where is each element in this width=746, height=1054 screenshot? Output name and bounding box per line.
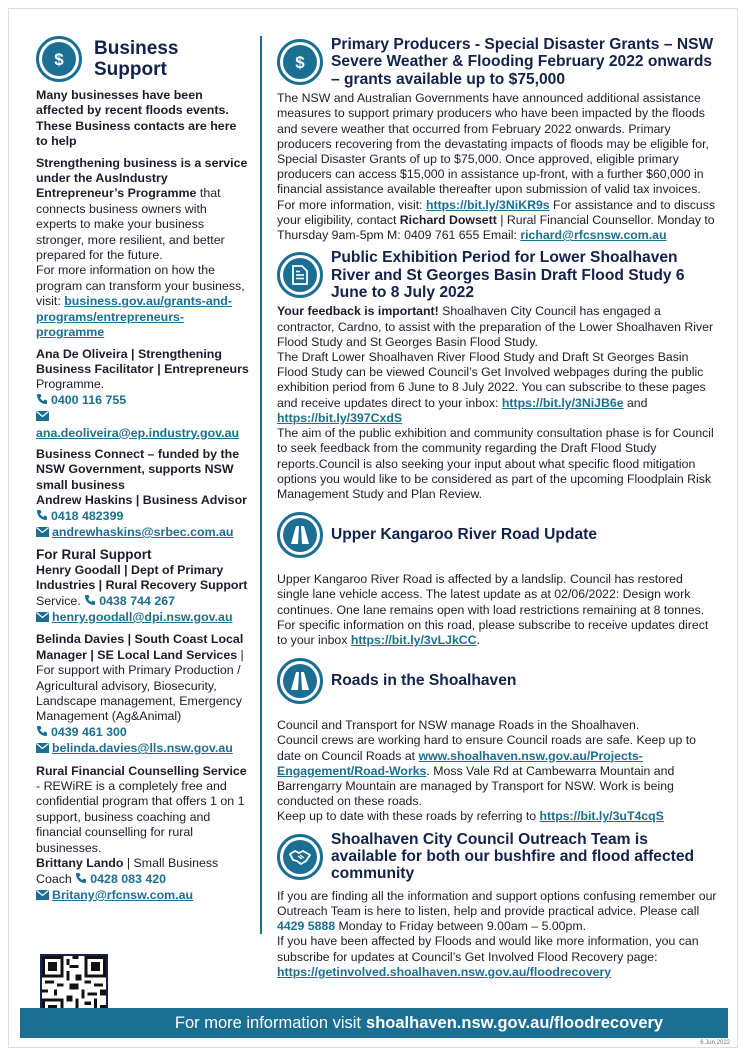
outreach-body	[277, 889, 717, 980]
print-date: 6 Jun 2022	[700, 1040, 730, 1046]
exhibition-p1-text: Shoalhaven City Council has engaged a contractor, Cardno, to assist with the preparation of the Lower Shoalhaven River Flood Study and St Georges Basin Flood Study.	[277, 304, 714, 349]
dollar-icon	[36, 36, 82, 82]
brittany-phone[interactable]: 0428 083 420	[90, 871, 167, 886]
roads-p1: Council and Transport for NSW manage Roads in the Shoalhaven.	[277, 718, 640, 733]
henry-email[interactable]: henry.goodall@dpi.nsw.gov.au	[52, 610, 233, 624]
business-gov-link[interactable]: business.gov.au/grants-and-programs/entrepreneurs-programme	[36, 294, 232, 340]
exhibition-lead: Your feedback is important!	[277, 304, 439, 319]
business-connect-heading: Business Connect – funded by the NSW Government, supports NSW small business	[36, 446, 240, 492]
exhibition-link-1[interactable]: https://bit.ly/3NiJB6e	[501, 395, 624, 410]
outreach-link[interactable]: https://getinvolved.shoalhaven.nsw.gov.au/floodrecovery	[277, 964, 612, 979]
outreach-p1-text: If you are finding all the information and support options confusing remember our Outreach Team is here to listen, help and provide practical advice. Please call	[277, 888, 717, 918]
business-support-header	[36, 36, 250, 82]
contact-ana	[36, 347, 250, 441]
henry-role: Service.	[36, 593, 85, 608]
exhibition-p1	[277, 304, 717, 350]
outreach-p1b-text: Monday to Friday between 9.00am – 5.00pm.	[335, 919, 587, 934]
footer-text: For more information visit	[174, 1013, 362, 1032]
roads-p2b-text: . Moss Vale Rd at Cambewarra Mountain and Barrengarry Mountain are managed by Transport for NSW. Work is being conducted on these roads.	[277, 763, 675, 809]
kangaroo-text: Upper Kangaroo River Road is affected by a landslip. Council has restored single lane vehicle access. The latest update as at 02/06/2022: Design work continues. One lane remains open with load restrictions remaining at 8 tonnes. For specific information on this road, please subscribe to receive updates direct to your inbox	[277, 572, 709, 647]
grants-contact-text: | Rural Financial Counsellor. Monday to Thursday 9am-5pm M: 0409 761 655 Email:	[277, 212, 715, 243]
strengthening-paragraph	[36, 156, 250, 341]
exhibition-p2	[277, 350, 717, 426]
roads-link-1[interactable]: www.shoalhaven.nsw.gov.au/Projects-Engagement/Road-Works	[277, 748, 643, 778]
grants-email[interactable]: richard@rfcsnsw.com.au	[520, 228, 667, 243]
brittany-email[interactable]: Britany@rfcnsw.com.au	[52, 887, 194, 902]
svg-text:$: $	[54, 50, 64, 69]
business-support-title: Business Support	[94, 38, 179, 80]
svg-text:$: $	[295, 53, 305, 73]
grants-body	[277, 91, 717, 243]
grants-after-link: For assistance and to discuss your eligibility, contact	[277, 197, 716, 227]
email-icon	[36, 410, 49, 425]
footer-link[interactable]: shoalhaven.nsw.gov.au/floodrecovery	[366, 1013, 664, 1032]
outreach-p1	[277, 889, 717, 935]
brittany-name: Brittany Lando	[36, 856, 124, 871]
handshake-icon	[277, 834, 323, 880]
phone-icon	[84, 594, 96, 610]
exhibition-p2-text: The Draft Lower Shoalhaven River Flood Study and Draft St Georges Basin Flood Study can be viewed Council’s Get Involved webpages during the public exhibition period from 6 June to 8 July 2022. You can subscribe to these pages and receive updates direct to your inbox:	[277, 350, 706, 410]
contact-rfc	[36, 764, 250, 905]
ana-role: Programme.	[36, 377, 105, 392]
exhibition-link-2[interactable]: https://bit.ly/397CxdS	[277, 410, 403, 425]
henry-phone[interactable]: 0438 744 267	[99, 593, 175, 608]
email-icon	[36, 526, 49, 541]
phone-icon	[36, 725, 48, 741]
grants-link[interactable]: https://bit.ly/3NiKR9s	[425, 197, 550, 212]
roads-p3-text: Keep up to date with these roads by referring to	[277, 809, 540, 824]
rfc-text: - REWiRE is a completely free and confidential program that offers 1 on 1 support, business coaching and financial counselling for rural businesses.	[36, 779, 245, 855]
road-icon	[277, 512, 323, 558]
roads-p2-text: Council crews are working hard to ensure Council roads are safe. Keep up to date on Council Roads at	[277, 733, 697, 763]
outreach-title: Shoalhaven City Council Outreach Team is available for both our bushfire and flood affected community	[331, 830, 695, 883]
kangaroo-end: .	[476, 632, 480, 647]
grants-contact-name: Richard Dowsett	[399, 212, 497, 227]
belinda-email[interactable]: belinda.davies@lls.nsw.gov.au	[52, 741, 233, 756]
grants-text: The NSW and Australian Governments have announced additional assistance measures to support primary producers who have been impacted by the floods and severe weather that occurred from February 2022 onwards. Primary producers recovering from the devastating impacts of floods may be eligible for, Special Disaster Grants of up to $75,000. Once approved, eligible primary producers can access $15,000 in assistance up-front, with a further $60,000 in financial assistance available thereafter upon submission of valid tax invoices. For more information, visit:	[277, 91, 709, 212]
outreach-header	[277, 831, 717, 883]
belinda-role: | For support with Primary Production / Agricultural advisory, Biosecurity, Landscape management, Emergency Management (Ag&Animal)	[36, 647, 244, 724]
roads-link-2[interactable]: https://bit.ly/3uT4cqS	[539, 809, 664, 824]
exhibition-title: Public Exhibition Period for Lower Shoalhaven River and St Georges Basin Draft Flood Study 6 June to 8 July 2022	[331, 249, 685, 302]
andrew-email[interactable]: andrewhaskins@srbec.com.au	[52, 524, 234, 539]
email-icon	[36, 611, 49, 626]
brittany-role: | Small Business Coach	[36, 856, 219, 886]
exhibition-header	[277, 249, 717, 301]
roads-title: Roads in the Shoalhaven	[331, 672, 517, 690]
outreach-p2-text: If you have been affected by Floods and would like more information, you can subscribe for updates at Council’s Get Involved Flood Recovery page:	[277, 934, 699, 964]
roads-body	[277, 718, 717, 824]
kangaroo-link[interactable]: https://bit.ly/3vLJkCC	[350, 632, 477, 647]
grants-title: Primary Producers - Special Disaster Grants – NSW Severe Weather & Flooding February 2022 onwards – grants available up to $75,000	[331, 36, 714, 88]
column-divider	[260, 36, 262, 934]
roads-p2	[277, 733, 717, 809]
rfc-name: Rural Financial Counselling Service	[36, 763, 247, 778]
more-info-text: For more information on how the program can transform your business, visit:	[36, 263, 245, 309]
roads-header	[277, 658, 717, 704]
rural-support-heading: For Rural Support	[36, 547, 152, 563]
henry-name: Henry Goodall | Dept of Primary Industries | Rural Recovery Support	[36, 562, 248, 593]
email-icon	[36, 889, 49, 904]
ana-email[interactable]: ana.deoliveira@ep.industry.gov.au	[36, 425, 240, 440]
rural-support	[36, 547, 250, 626]
strengthening-text: that connects business owners with experts to make your business stronger, more resilient, and better prepared for the future.	[36, 186, 225, 263]
outreach-p2	[277, 934, 717, 980]
grants-header	[277, 36, 717, 88]
business-intro: Many businesses have been affected by recent floods events. These Business contacts are here to help	[36, 88, 237, 149]
exhibition-p3: The aim of the public exhibition and community consultation phase is for Council to seek feedback from the community regarding the Draft Flood Study reports.Council is also seeking your input about what specific flood mitigation options you would like to be considered as part of the upcoming Floodplain Risk Management Study and Plan Review.	[277, 426, 714, 501]
document-icon	[277, 252, 323, 298]
news-column	[277, 36, 717, 986]
phone-icon	[36, 509, 48, 525]
footer-banner	[20, 1008, 728, 1038]
contact-belinda	[36, 632, 250, 757]
kangaroo-title: Upper Kangaroo River Road Update	[331, 526, 597, 544]
roads-p3	[277, 809, 717, 824]
outreach-phone[interactable]: 4429 5888	[277, 919, 336, 934]
phone-icon	[75, 872, 87, 888]
andrew-phone[interactable]: 0418 482399	[51, 508, 124, 523]
andrew-name: Andrew Haskins | Business Advisor	[36, 493, 247, 508]
exhibition-and: and	[623, 395, 648, 410]
kangaroo-header	[277, 512, 717, 558]
belinda-name: Belinda Davies | South Coast Local Manager | SE Local Land Services	[36, 632, 244, 662]
strengthening-bold: Strengthening business is a service under the AusIndustry Entrepreneur’s Programme	[36, 155, 248, 201]
dollar-icon	[277, 39, 323, 85]
business-support-column	[36, 36, 250, 910]
ana-name: Ana De Oliveira | Strengthening Business Facilitator | Entrepreneurs	[36, 346, 249, 376]
exhibition-body	[277, 304, 717, 502]
phone-icon	[36, 393, 48, 409]
belinda-phone[interactable]: 0439 461 300	[51, 724, 127, 739]
road-icon	[277, 658, 323, 704]
contact-andrew	[36, 447, 250, 541]
email-icon	[36, 742, 49, 757]
ana-phone[interactable]: 0400 116 755	[51, 392, 127, 407]
kangaroo-body	[277, 572, 717, 648]
